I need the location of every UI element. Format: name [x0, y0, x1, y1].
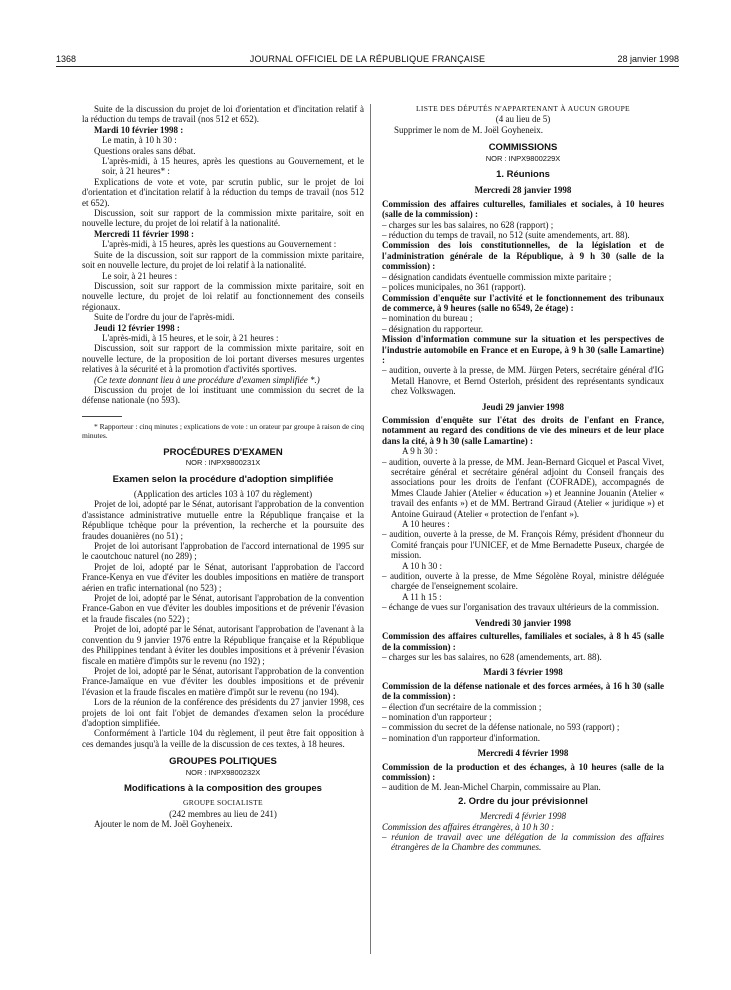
groupe-membres: (242 membres au lieu de 241): [169, 808, 277, 819]
vendredi30-day: Vendredi 30 janvier 1998: [474, 617, 572, 628]
agenda-item: – échange de vues sur l'organisation des travaux ultérieurs de la commission.: [382, 602, 659, 613]
groupes-title: GROUPES POLITIQUES: [169, 756, 277, 768]
header-rule: [56, 66, 679, 67]
intro-paragraph: Suite de la discussion du projet de loi d'orientation et d'incitation relatif à la réduction du temps de travail (nos 512 et 652).: [82, 104, 364, 125]
agenda-item: – audition, ouverte à la presse, de MM. Jean-Bernard Gicquel et Pascal Vivet, secrétaire général et secrétaire général adjoint du Conseil français des associations pour les droits de l'enfant (COFRADE), accompagnés de Mmes Claude Jahier (Atelier « éducation ») et Jeannine Jouanin (Atelier « travail des enfants ») et de MM. Bertrand Giraud (Atelier « juridique ») et Antoine Guiraud (Atelier « protection de l'enfant »).: [382, 456, 664, 519]
procedure-item: Projet de loi, adopté par le Sénat, autorisant l'approbation de l'accord France-Kenya en vue d'éviter les doubles impositions en matière de transport aérien en trafic international (no 523) ;: [82, 561, 364, 593]
procedure-item: Projet de loi, adopté par le Sénat, autorisant l'approbation de la convention France-Gabon en vue d'éviter les doubles impositions et de prévenir l'évasion et la fraude fiscales (no 522) ;: [82, 593, 364, 624]
mardi10-p1: Explications de vote et vote, par scrutin public, sur le projet de loi d'orientation et d'incitation relatif à la réduction du temps de travail (nos 512 et 652).: [82, 176, 364, 208]
agenda-item: – charges sur les bas salaires, no 628 (amendements, art. 88).: [382, 651, 602, 662]
jeudi12-p2: Discussion du projet de loi instituant une commission du secret de la défense nationale (no 593).: [82, 384, 364, 406]
procedure-item: Lors de la réunion de la conférence des présidents du 27 janvier 1998, ces projets de loi ont fait l'objet de demandes d'examen selon la procédure d'adoption simplifiée.: [82, 697, 364, 728]
mercredi4-title: Commission de la production et des échanges, à 10 heures (salle de la commission) :: [382, 761, 664, 782]
procedure-item: Projet de loi, adopté par le Sénat, autorisant l'approbation de l'avenant à la convention du 9 janvier 1976 entre la République française et la République des Philippines tendant à éviter les doubles impositions et à prévenir l'évasion fiscale en matière d'impôts sur le revenu (no 192) ;: [82, 624, 364, 666]
jeudi12-aprem: L'après-midi, à 15 heures, et le soir, à 21 heures :: [102, 332, 279, 343]
mercredi4-day: Mercredi 4 février 1998: [477, 748, 569, 759]
mercredi11-aprem: L'après-midi, à 15 heures, après les questions au Gouvernement :: [102, 239, 337, 250]
mardi10-p2: Discussion, soit sur rapport de la commission mixte paritaire, soit en nouvelle lecture, du projet de loi relatif à la nationalité.: [82, 208, 364, 229]
reunions-heading: 1. Réunions: [496, 169, 550, 181]
agenda-item: – désignation du rapporteur.: [382, 323, 483, 334]
left-column: [82, 104, 364, 830]
mardi3-title: Commission de la défense nationale et des forces armées, à 16 h 30 (salle de la commission) :: [382, 680, 664, 702]
mercredi11-p3: Suite de l'ordre du jour de l'après-midi.: [94, 312, 235, 323]
agenda-item: – élection d'un secrétaire de la commission ;: [382, 701, 542, 712]
procedures-title: PROCÉDURES D'EXAMEN: [163, 446, 283, 458]
mercredi11-soir: Le soir, à 21 heures :: [102, 270, 178, 281]
agenda-item: – nomination d'un rapporteur ;: [382, 711, 492, 722]
mardi3-day: Mardi 3 février 1998: [483, 667, 563, 678]
mercredi11-p1: Suite de la discussion, soit sur rapport de la commission mixte paritaire, soit en nouvelle lecture, du projet de loi relatif à la nationalité.: [82, 249, 364, 271]
agenda-item: – désignation candidats éventuelle commission mixte paritaire ;: [382, 271, 612, 282]
procedures-subtitle: Examen selon la procédure d'adoption simplifiée: [112, 473, 334, 485]
mercredi28-b4-title: Mission d'information commune sur la situation et les perspectives de l'industrie automobile en France et en Europe, à 9 h 30 (salle Lamartine) :: [382, 334, 664, 365]
agenda-item: – polices municipales, no 361 (rapport).: [382, 282, 526, 293]
commissions-title: COMMISSIONS: [488, 142, 558, 154]
mardi10-aprem: L'après-midi, à 15 heures, après les questions au Gouvernement, et le soir, à 21 heures* :: [102, 156, 364, 177]
right-column: [382, 104, 664, 853]
commissions-nor: NOR : INPX9800229X: [485, 153, 561, 163]
mercredi28-day: Mercredi 28 janvier 1998: [474, 185, 572, 196]
jeudi29-time: A 9 h 30 :: [402, 446, 438, 457]
groupes-subtitle: Modifications à la composition des groupes: [124, 782, 322, 794]
jeudi29-time: A 11 h 15 :: [402, 591, 442, 602]
mercredi28-b3-title: Commission d'enquête sur l'activité et le fonctionnement des tribunaux de commerce, à 9 heures (salle no 6549, 2e étage) :: [382, 292, 664, 313]
mardi10-questions: Questions orales sans débat.: [94, 145, 196, 156]
ordre-heading: 2. Ordre du jour prévisionnel: [458, 795, 588, 807]
mercredi11-p2: Discussion, soit sur rapport de la commission mixte paritaire, soit en nouvelle lecture, du projet de loi relatif au fonctionnement des conseils régionaux.: [82, 280, 364, 312]
mardi10-heading: Mardi 10 février 1998 :: [94, 124, 184, 135]
mercredi28-b1-title: Commission des affaires culturelles, familiales et sociales, à 10 heures (salle de la commission) :: [382, 198, 664, 220]
agenda-item: – audition, ouverte à la presse, de M. François Rémy, président d'honneur du Comité français pour l'UNICEF, et de Mme Bernadette Puseux, chargée de mission.: [382, 529, 664, 561]
column-separator: [370, 104, 371, 954]
mercredi28-b2-title: Commission des lois constitutionnelles, de la législation et de l'administration générale de la République, à 9 h 30 (salle de la commission) :: [382, 240, 664, 272]
procedure-item: Conformément à l'article 104 du règlement, il peut être fait opposition à ces demandes jusqu'à la veille de la discussion de ces textes, à 18 heures.: [82, 728, 364, 749]
liste-title: LISTE DES DÉPUTÉS N'APPARTENANT À AUCUN GROUPE: [416, 104, 630, 113]
agenda-item: – audition de M. Jean-Michel Charpin, commissaire au Plan.: [382, 782, 601, 793]
footnote: * Rapporteur : cinq minutes ; explications de vote : un orateur par groupe à raison de cinq minutes.: [82, 421, 364, 440]
agenda-item: – charges sur les bas salaires, no 628 (rapport) ;: [382, 219, 554, 230]
liste-count: (4 au lieu de 5): [495, 114, 551, 125]
mercredi11-heading: Mercredi 11 février 1998 :: [94, 228, 194, 239]
ordre-line: Commission des affaires étrangères, à 10 h 30 :: [382, 821, 555, 832]
agenda-item: – audition, ouverte à la presse, de Mme Ségolène Royal, ministre déléguée chargée de l'enseignement scolaire.: [382, 571, 664, 592]
agenda-item: – nomination du bureau ;: [382, 313, 473, 324]
jeudi29-day: Jeudi 29 janvier 1998: [481, 401, 565, 412]
agenda-item: – nomination d'un rapporteur d'information.: [382, 732, 540, 743]
procedure-item: Projet de loi autorisant l'approbation de l'accord international de 1995 sur le caoutchouc naturel (no 289) ;: [82, 541, 364, 562]
groupe-name: GROUPE SOCIALISTE: [183, 798, 263, 808]
footnote-rule: [82, 416, 122, 417]
groupes-nor: NOR : INPX9800232X: [185, 767, 261, 777]
procedures-application: (Application des articles 103 à 107 du règlement): [133, 489, 313, 499]
agenda-item: – commission du secret de la défense nationale, no 593 (rapport) ;: [382, 722, 620, 733]
ordre-day: Mercredi 4 février 1998: [479, 811, 567, 822]
jeudi29-title: Commission d'enquête sur l'état des droits de l'enfant en France, notamment au regard des conditions de vie des mineurs et de leur place dans la cité, à 9 h 30 (salle Lamartine) :: [382, 414, 664, 446]
mardi10-matin: Le matin, à 10 h 30 :: [102, 135, 177, 146]
jeudi12-heading: Jeudi 12 février 1998 :: [94, 322, 180, 333]
procedure-item: Projet de loi, adopté par le Sénat, autorisant l'approbation de la convention France-Jamaïque en vue d'éviter les doubles impositions et de prévenir l'évasion et la fraude fiscales en matière d'impôt sur le revenu (no 194).: [82, 665, 364, 697]
jeudi29-time: A 10 h 30 :: [402, 560, 443, 571]
procedures-nor: NOR : INPX9800231X: [185, 458, 261, 468]
liste-supprimer: Supprimer le nom de M. Joël Goyheneix.: [394, 124, 543, 135]
groupe-ajouter: Ajouter le nom de M. Joël Goyheneix.: [94, 819, 233, 830]
jeudi29-time: A 10 heures :: [402, 519, 450, 530]
jeudi12-note: (Ce texte donnant lieu à une procédure d'examen simplifiée *.): [94, 374, 320, 385]
agenda-item: – audition, ouverte à la presse, de MM. Jürgen Peters, secrétaire général d'IG Metall Hanovre, et Bernd Osterloh, président des représentants syndicaux chez Volkswagen.: [382, 365, 664, 397]
journal-title: JOURNAL OFFICIEL DE LA RÉPUBLIQUE FRANÇAISE: [249, 54, 486, 64]
procedure-item: Projet de loi, adopté par le Sénat, autorisant l'approbation de la convention d'assistance administrative mutuelle entre la République française et la République tchèque pour la prévention, la recherche et la poursuite des fraudes douanières (no 51) ;: [82, 499, 364, 541]
agenda-item: – réduction du temps de travail, no 512 (suite amendements, art. 88).: [382, 230, 630, 241]
issue-date: 28 janvier 1998: [617, 54, 679, 64]
page-number: 1368: [56, 54, 77, 64]
agenda-item: – réunion de travail avec une délégation de la commission des affaires étrangères de la Chambre des communes.: [382, 832, 664, 853]
jeudi12-p1: Discussion, soit sur rapport de la commission mixte paritaire, soit en nouvelle lecture, de la proposition de loi portant diverses mesures urgentes relatives à la sécurité et à la promotion d'activités sportives.: [82, 343, 364, 375]
vendredi30-title: Commission des affaires culturelles, familiales et sociales, à 8 h 45 (salle de la commission) :: [382, 631, 664, 652]
